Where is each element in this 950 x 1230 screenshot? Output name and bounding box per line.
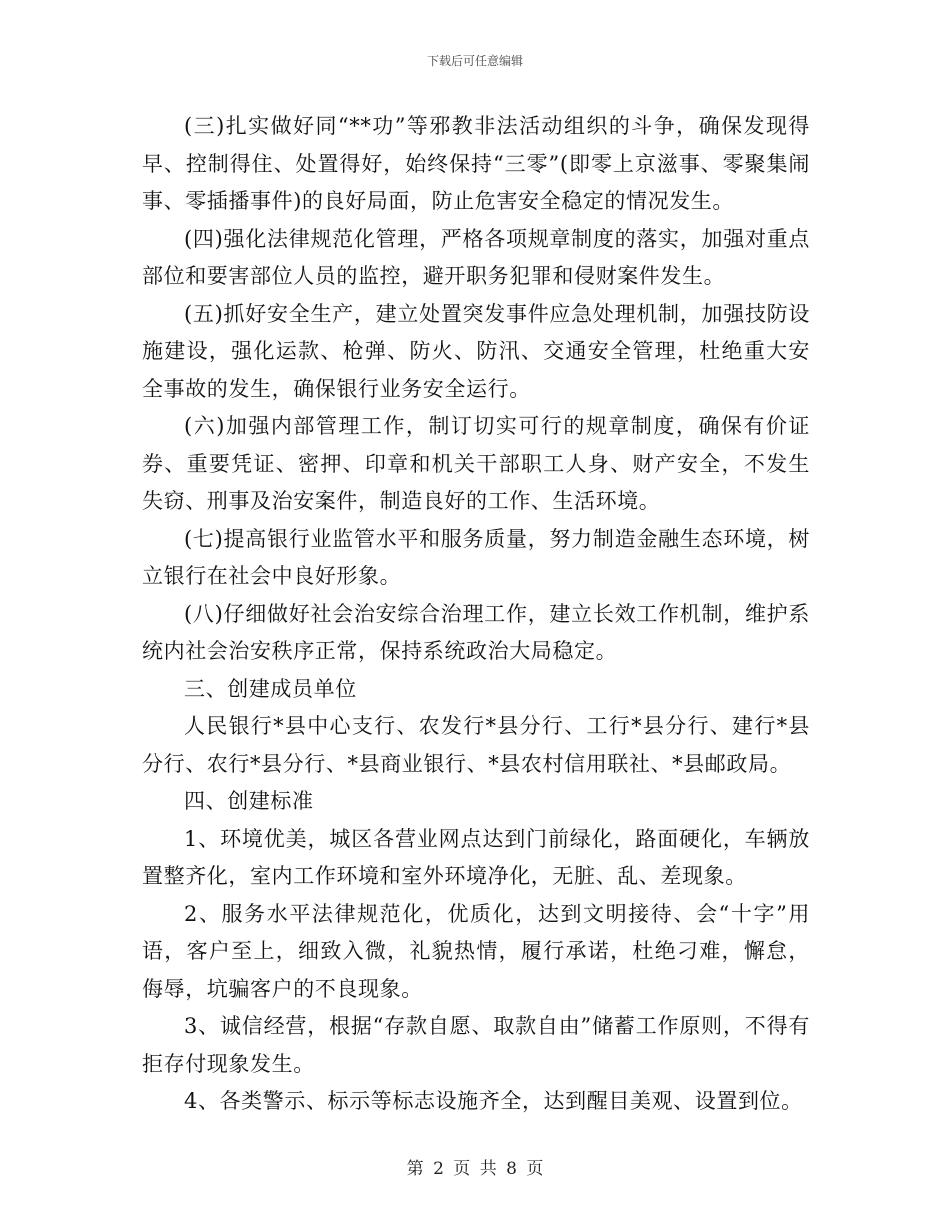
standard-item-2: 2、服务水平法律规范化，优质化，达到文明接待、会“十字”用语，客户至上，细致入微，礼貌热情，履行承诺，杜绝刁难，懈怠，侮辱，坑骗客户的不良现象。 [142, 901, 810, 1001]
standard-item-4: 4、各类警示、标示等标志设施齐全，达到醒目美观、设置到位。 [184, 1089, 803, 1113]
page-header: 下载后可任意编辑 [426, 54, 523, 68]
paragraph-item-3: (三)扎实做好同“**功”等邪教非法活动组织的斗争，确保发现得早、控制得住、处置得好，始终保持“三零”(即零上京滋事、零聚集闹事、零插播事件)的良好局面，防止危害安全稳定的情况发生。 [142, 114, 810, 213]
page-number: 第 2 页 共 8 页 [406, 1159, 544, 1179]
paragraph-item-5: (五)抓好安全生产，建立处置突发事件应急处理机制，加强技防设施建设，强化运款、枪弹、防火、防汛、交通安全管理，杜绝重大安全事故的发生，确保银行业务安全运行。 [142, 301, 810, 401]
members-list: 人民银行*县中心支行、农发行*县分行、工行*县分行、建行*县分行、农行*县分行、*县商业银行、*县农村信用联社、*县邮政局。 [142, 714, 810, 776]
section-heading-standards: 四、创建标准 [184, 789, 314, 813]
document-body [142, 108, 810, 1121]
standard-item-1: 1、环境优美，城区各营业网点达到门前绿化，路面硬化，车辆放置整齐化，室内工作环境和室外环境净化，无脏、乱、差现象。 [142, 826, 810, 888]
paragraph-item-8: (八)仔细做好社会治安综合治理工作，建立长效工作机制，维护系统内社会治安秩序正常，保持系统政治大局稳定。 [142, 601, 810, 663]
paragraph-item-6: (六)加强内部管理工作，制订切实可行的规章制度，确保有价证券、重要凭证、密押、印章和机关干部职工人身、财产安全，不发生失窃、刑事及治安案件，制造良好的工作、生活环境。 [142, 414, 810, 513]
paragraph-item-7: (七)提高银行业监管水平和服务质量，努力制造金融生态环境，树立银行在社会中良好形象。 [142, 526, 810, 588]
standard-item-3: 3、诚信经营，根据“存款自愿、取款自由”储蓄工作原则，不得有拒存付现象发生。 [142, 1014, 810, 1076]
paragraph-item-4: (四)强化法律规范化管理，严格各项规章制度的落实，加强对重点部位和要害部位人员的监控，避开职务犯罪和侵财案件发生。 [142, 226, 810, 288]
section-heading-members: 三、创建成员单位 [184, 676, 357, 701]
